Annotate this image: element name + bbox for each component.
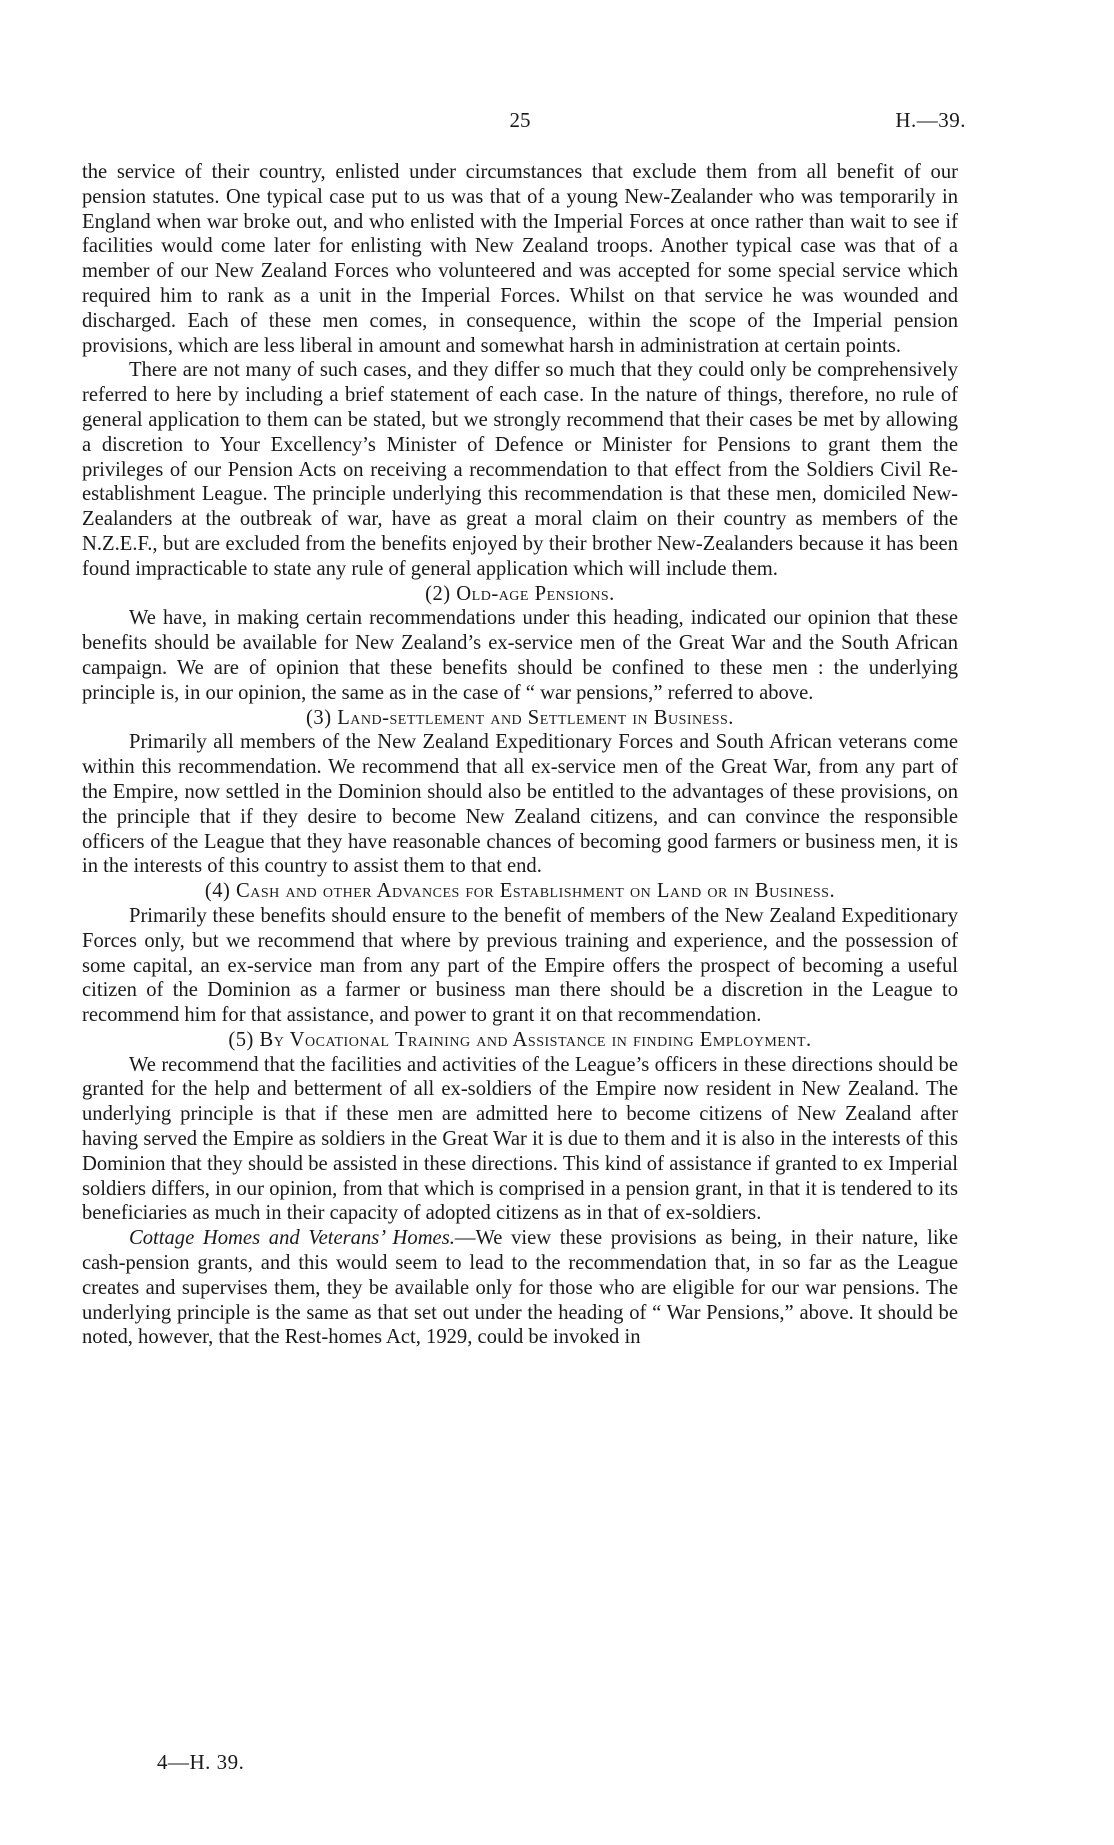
paragraph-old-age-pensions: We have, in making certain recommendations under this heading, indicated our opinion that these benefits should be available for New Zealand’s ex-service men of the Great War and the South African campaign. We are of opinion that these benefits should be confined to these men : the underlying principle is, in our opinion, the same as in the case of “ war pensions,” referred to above. xyxy=(82,607,958,704)
paragraph-cottage-homes xyxy=(82,1226,958,1350)
section-heading-land-settlement: (3) Land-settlement and Settlement in Business. xyxy=(306,706,734,729)
signature-mark: 4—H. 39. xyxy=(157,1750,245,1774)
body-text xyxy=(82,160,958,1350)
paragraph-continued: the service of their country, enlisted under circumstances that exclude them from all benefit of our pension statutes. One typical case put to us was that of a young New-Zealander who was temporarily in England when war broke out, and who enlisted with the Imperial Forces at once rather than wait to see if facilities would come later for enlisting with New Zealand troops. Another typical case was that of a member of our New Zealand Forces who volunteered and was accepted for some special service which required him to rank as a unit in the Imperial Forces. Whilst on that service he was wounded and discharged. Each of these men comes, in consequence, within the scope of the Imperial pension provisions, which are less liberal in amount and somewhat harsh in administration at certain points. xyxy=(82,161,958,357)
document-reference: H.—39. xyxy=(895,108,966,132)
run-in-heading-cottage-homes: Cottage Homes and Veterans’ Homes. xyxy=(129,1227,455,1250)
paragraph-cottage-homes-text: —We view these provisions as being, in their nature, like cash-pension grants, and this would seem to lead to the recommendation that, in so far as the League creates and supervises them, they be available only for those who are eligible for our war pensions. The underlying principle is the same as that set out under the heading of “ War Pensions,” above. It should be noted, however, that the Rest-homes Act, 1929, could be invoked in xyxy=(82,1227,958,1349)
paragraph-land-settlement: Primarily all members of the New Zealand Expeditionary Forces and South African veterans come within this recommendation. We recommend that all ex-service men of the Great War, from any part of the Empire, now settled in the Dominion should also be entitled to the advantages of these provisions, on the principle that if they desire to become New Zealand citizens, and can convince the responsible officers of the League that they have reasonable chances of becoming good farmers or business men, it is in the interests of this country to assist them to that end. xyxy=(82,731,958,878)
paragraph-exceptional-cases: There are not many of such cases, and they differ so much that they could only be comprehensively referred to here by including a brief statement of each case. In the nature of things, therefore, no rule of general application to them can be stated, but we strongly recommend that their cases be met by allowing a discretion to Your Excellency’s Minister of Defence or Minister for Pensions to grant them the privileges of our Pension Acts on receiving a recommendation to that effect from the Soldiers Civil Re-establishment League. The principle underlying this recommendation is that these men, domiciled New-Zealanders at the outbreak of war, have as great a moral claim on their country as members of the N.Z.E.F., but are excluded from the benefits enjoyed by their brother New-Zealanders because it has been found impracticable to state any rule of general application which will include them. xyxy=(82,359,958,580)
page-number: 25 xyxy=(509,108,531,132)
section-heading-old-age-pensions: (2) Old-age Pensions. xyxy=(425,582,615,605)
section-heading-vocational-training: (5) By Vocational Training and Assistance in finding Employment. xyxy=(228,1028,812,1051)
paragraph-vocational-training: We recommend that the facilities and activities of the League’s officers in these directions should be granted for the help and betterment of all ex-soldiers of the Empire now resident in New Zealand. The underlying principle is that if these men are admitted here to become citizens of New Zealand after having served the Empire as soldiers in the Great War it is due to them and it is also in the interests of this Dominion that they should be assisted in these directions. This kind of assistance if granted to ex Imperial soldiers differs, in our opinion, from that which is comprised in a pension grant, in that it is tendered to its beneficiaries as much in their capacity of adopted citizens as in that of ex-soldiers. xyxy=(82,1053,958,1225)
section-heading-cash-advances: (4) Cash and other Advances for Establishment on Land or in Business. xyxy=(204,880,836,903)
paragraph-cash-advances: Primarily these benefits should ensure to the benefit of members of the New Zealand Expeditionary Forces only, but we recommend that where by previous training and experience, and the possession of some capital, an ex-service man from any part of the Empire offers the prospect of becoming a useful citizen of the Dominion as a farmer or business man there should be a discretion in the League to recommend him for that assistance, and power to grant it on that recommendation. xyxy=(82,904,958,1027)
